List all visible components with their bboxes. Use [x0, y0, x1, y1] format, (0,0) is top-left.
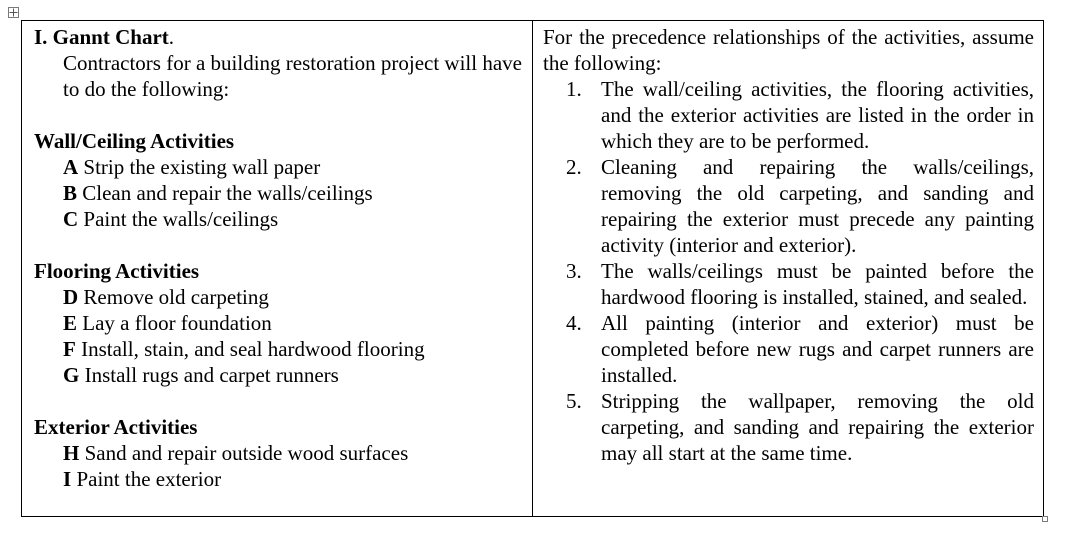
list-number: 4.	[566, 311, 582, 335]
precedence-cell[interactable]	[533, 21, 1044, 517]
table-move-handle-icon[interactable]	[8, 7, 19, 18]
list-item	[543, 258, 1034, 310]
spacer	[34, 102, 522, 128]
list-number: 2.	[566, 155, 582, 179]
activity-item	[34, 310, 522, 336]
activity-code: I	[63, 467, 72, 491]
list-text: The wall/ceiling activities, the flooring activities, and the exterior activities are listed in the order in which they are to be performed.	[601, 77, 1034, 153]
list-number: 3.	[566, 259, 582, 283]
activity-text: Paint the walls/ceilings	[78, 207, 279, 231]
intro-paragraph: Contractors for a building restoration project will have to do the following:	[63, 51, 522, 101]
list-text: Cleaning and repairing the walls/ceilings, removing the old carpeting, and sanding and repairing the exterior must precede any painting activity (interior and exterior).	[601, 155, 1034, 257]
list-item	[543, 154, 1034, 258]
heading-period: .	[168, 25, 175, 49]
activity-text: Lay a floor foundation	[77, 311, 272, 335]
activity-item	[34, 362, 522, 388]
activity-code: F	[63, 337, 76, 361]
activity-text: Strip the existing wall paper	[78, 155, 321, 179]
spacer	[34, 388, 522, 414]
activity-text: Paint the exterior	[71, 467, 222, 491]
activity-item	[34, 466, 522, 492]
content-table	[21, 20, 1044, 517]
list-item	[543, 76, 1034, 154]
activity-item	[34, 206, 522, 232]
group-title-exterior: Exterior Activities	[34, 415, 198, 439]
section-heading	[34, 24, 522, 50]
list-text: Stripping the wallpaper, removing the old carpeting, and sanding and repairing the exterior may all start at the same time.	[601, 389, 1034, 465]
move-cross-icon	[9, 8, 18, 17]
activity-code: G	[63, 363, 80, 387]
activity-text: Install, stain, and seal hardwood flooring	[75, 337, 425, 361]
activity-code: D	[63, 285, 79, 309]
group-title-flooring: Flooring Activities	[34, 259, 200, 283]
group-title-wall-ceiling: Wall/Ceiling Activities	[34, 129, 235, 153]
activity-code: H	[63, 441, 80, 465]
list-item	[543, 388, 1034, 466]
activity-item	[34, 440, 522, 466]
activity-item	[34, 284, 522, 310]
activity-text: Sand and repair outside wood surfaces	[79, 441, 409, 465]
activity-code: C	[63, 207, 79, 231]
list-text: The walls/ceilings must be painted before the hardwood flooring is installed, stained, and sealed.	[601, 259, 1034, 309]
activity-text: Install rugs and carpet runners	[79, 363, 339, 387]
list-item	[543, 310, 1034, 388]
activity-text: Clean and repair the walls/ceilings	[77, 181, 373, 205]
precedence-intro: For the precedence relationships of the activities, assume the following:	[543, 25, 1034, 75]
activities-cell[interactable]	[22, 21, 533, 517]
activity-code: A	[63, 155, 79, 179]
list-text: All painting (interior and exterior) must be completed before new rugs and carpet runners are installed.	[601, 311, 1034, 387]
activity-code: E	[63, 311, 78, 335]
activity-item	[34, 180, 522, 206]
activity-code: B	[63, 181, 78, 205]
spacer	[34, 232, 522, 258]
precedence-list	[543, 76, 1034, 466]
activity-text: Remove old carpeting	[78, 285, 269, 309]
table-resize-handle-icon[interactable]	[1042, 516, 1048, 522]
list-number: 5.	[566, 389, 582, 413]
list-number: 1.	[566, 77, 582, 101]
heading-title: I. Gannt Chart	[34, 25, 169, 49]
activity-item	[34, 336, 522, 362]
activity-item	[34, 154, 522, 180]
